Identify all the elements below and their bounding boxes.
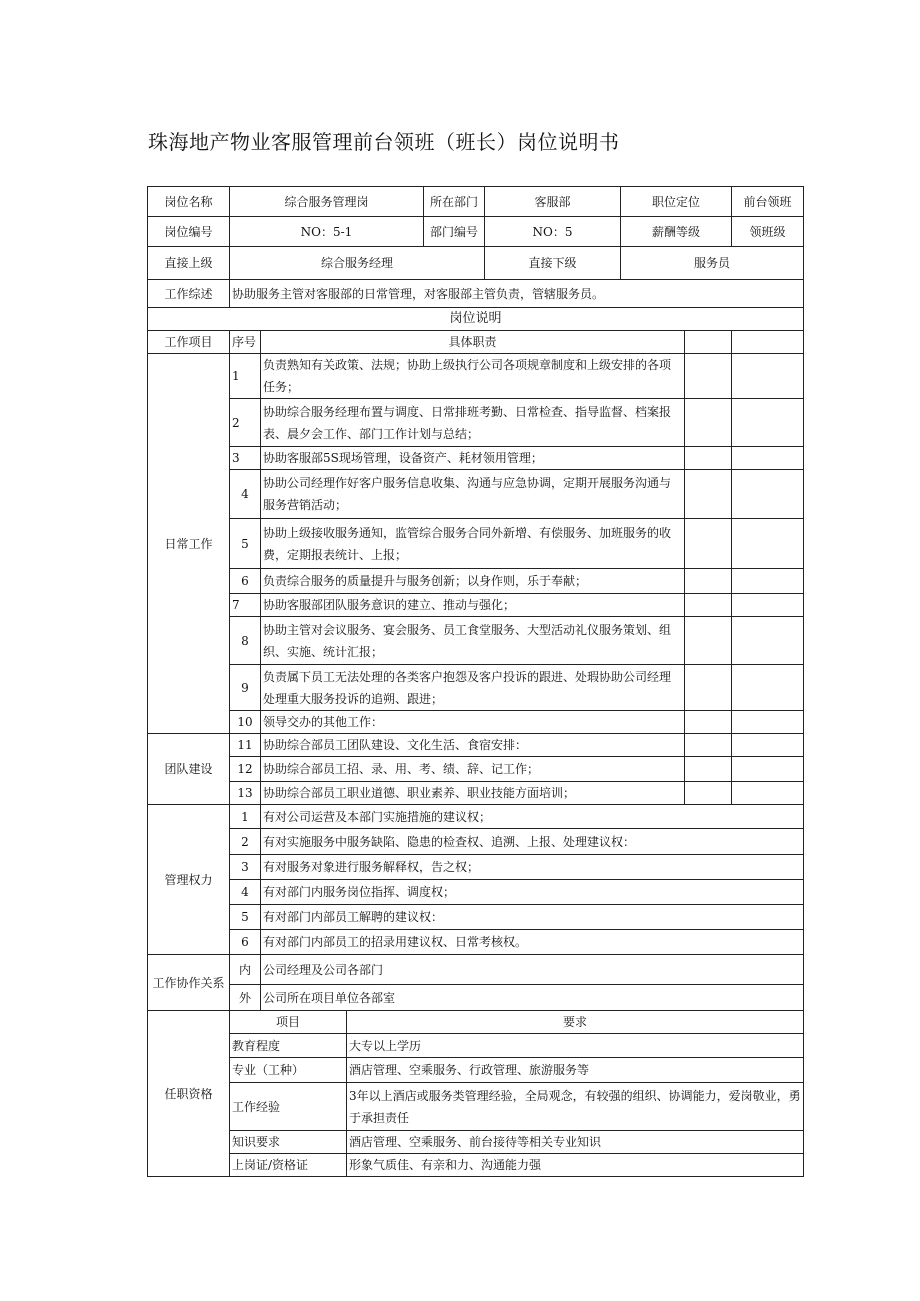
blank-cell	[685, 757, 732, 782]
blank-cell	[732, 665, 804, 711]
header-row-1	[148, 187, 804, 217]
authority-text: 有对公司运营及本部门实施措施的建议权；	[261, 805, 804, 829]
duty-text: 协助综合部员工招、录、用、考、绩、辞、记工作；	[261, 757, 685, 782]
table-row	[148, 1058, 804, 1083]
position-name-label: 岗位名称	[148, 187, 230, 217]
position-no-label: 岗位编号	[148, 217, 230, 247]
duty-text: 协助综合部员工团队建设、文化生活、食宿安排：	[261, 734, 685, 757]
blank-cell	[732, 399, 804, 447]
superior-value: 综合服务经理	[230, 247, 485, 280]
col-duty: 具体职责	[261, 331, 685, 354]
qual-item: 教育程度	[230, 1034, 347, 1058]
summary-row	[148, 280, 804, 308]
row-number: 9	[230, 665, 261, 711]
duty-text: 协助上级接收服务通知，监管综合服务合同外新增、有偿服务、加班服务的收费，定期报表统计、上报；	[261, 519, 685, 569]
row-number: 10	[230, 711, 261, 734]
header-row-2	[148, 217, 804, 247]
blank-cell	[685, 711, 732, 734]
qual-requirement: 酒店管理、空乘服务、行政管理、旅游服务等	[347, 1058, 804, 1083]
table-row	[148, 1083, 804, 1131]
authority-text: 有对部门内部员工的招录用建议权、日常考核权。	[261, 930, 804, 955]
department-no-value: NO：5	[485, 217, 621, 247]
job-description-table	[147, 186, 804, 1177]
qual-requirement: 酒店管理、空乘服务、前台接待等相关专业知识	[347, 1131, 804, 1154]
blank-cell	[732, 594, 804, 617]
section-title: 岗位说明	[148, 308, 804, 331]
blank-cell	[732, 711, 804, 734]
table-row	[148, 905, 804, 930]
position-no-value: NO：5-1	[230, 217, 424, 247]
role-position-value: 前台领班	[732, 187, 804, 217]
summary-label: 工作综述	[148, 280, 230, 308]
row-number: 11	[230, 734, 261, 757]
row-number: 5	[230, 905, 261, 930]
department-value: 客服部	[485, 187, 621, 217]
table-row	[148, 955, 804, 985]
row-number: 2	[230, 399, 261, 447]
blank-cell	[685, 519, 732, 569]
duty-text: 协助公司经理作好客户服务信息收集、沟通与应急协调，定期开展服务沟通与服务营销活动；	[261, 470, 685, 519]
salary-grade-label: 薪酬等级	[621, 217, 732, 247]
subordinate-value: 服务员	[621, 247, 804, 280]
row-number: 内	[230, 955, 261, 985]
blank-cell	[732, 757, 804, 782]
table-row	[148, 617, 804, 665]
blank-cell	[685, 617, 732, 665]
blank-cell	[732, 519, 804, 569]
qual-item: 工作经验	[230, 1083, 347, 1131]
row-number: 7	[230, 594, 261, 617]
duty-text: 协助客服部团队服务意识的建立、推动与强化；	[261, 594, 685, 617]
table-row	[148, 1011, 804, 1034]
table-row	[148, 354, 804, 399]
qual-requirement: 大专以上学历	[347, 1034, 804, 1058]
row-number: 5	[230, 519, 261, 569]
table-row	[148, 985, 804, 1011]
qual-item: 专业（工种）	[230, 1058, 347, 1083]
blank-cell	[732, 782, 804, 805]
blank-cell	[732, 447, 804, 470]
table-row	[148, 782, 804, 805]
row-number: 3	[230, 855, 261, 880]
column-header-row	[148, 331, 804, 354]
table-row	[148, 447, 804, 470]
table-row	[148, 470, 804, 519]
relations-text: 公司所在项目单位各部室	[261, 985, 804, 1011]
authority-text: 有对部门内服务岗位指挥、调度权；	[261, 880, 804, 905]
department-no-label: 部门编号	[424, 217, 485, 247]
duty-text: 协助客服部5S现场管理，设备资产、耗材领用管理；	[261, 447, 685, 470]
blank-cell	[732, 331, 804, 354]
duty-text: 协助主管对会议服务、宴会服务、员工食堂服务、大型活动礼仪服务策划、组织、实施、统计汇报；	[261, 617, 685, 665]
row-number: 1	[230, 805, 261, 829]
table-row	[148, 1131, 804, 1154]
qual-col-requirement: 要求	[347, 1011, 804, 1034]
authority-label: 管理权力	[148, 805, 230, 955]
table-row	[148, 519, 804, 569]
qual-item: 知识要求	[230, 1131, 347, 1154]
blank-cell	[685, 354, 732, 399]
department-label: 所在部门	[424, 187, 485, 217]
row-number: 2	[230, 829, 261, 855]
row-number: 6	[230, 930, 261, 955]
blank-cell	[732, 617, 804, 665]
table-row	[148, 805, 804, 829]
table-row	[148, 930, 804, 955]
row-number: 1	[230, 354, 261, 399]
superior-label: 直接上级	[148, 247, 230, 280]
blank-cell	[685, 782, 732, 805]
blank-cell	[685, 470, 732, 519]
duty-text: 协助综合服务经理布置与调度、日常排班考勤、日常检查、指导监督、档案报表、晨夕会工作、部门工作计划与总结；	[261, 399, 685, 447]
table-row	[148, 1154, 804, 1177]
daily-work-label: 日常工作	[148, 354, 230, 734]
duty-text: 协助综合部员工职业道德、职业素养、职业技能方面培训；	[261, 782, 685, 805]
row-number: 13	[230, 782, 261, 805]
blank-cell	[685, 569, 732, 594]
table-row	[148, 594, 804, 617]
row-number: 6	[230, 569, 261, 594]
duty-text: 负责综合服务的质量提升与服务创新；以身作则，乐于奉献；	[261, 569, 685, 594]
table-row	[148, 829, 804, 855]
table-row	[148, 880, 804, 905]
qual-item: 上岗证/资格证	[230, 1154, 347, 1177]
table-row	[148, 711, 804, 734]
row-number: 3	[230, 447, 261, 470]
row-number: 4	[230, 880, 261, 905]
blank-cell	[685, 734, 732, 757]
table-row	[148, 665, 804, 711]
blank-cell	[732, 354, 804, 399]
table-row	[148, 757, 804, 782]
qual-requirement: 形象气质佳、有亲和力、沟通能力强	[347, 1154, 804, 1177]
blank-cell	[685, 665, 732, 711]
summary-text: 协助服务主管对客服部的日常管理，对客服部主管负责，管辖服务员。	[230, 280, 804, 308]
relations-label: 工作协作关系	[148, 955, 230, 1011]
page-title: 珠海地产物业客服管理前台领班（班长）岗位说明书	[148, 130, 620, 154]
table-row	[148, 399, 804, 447]
blank-cell	[732, 569, 804, 594]
relations-text: 公司经理及公司各部门	[261, 955, 804, 985]
blank-cell	[685, 447, 732, 470]
team-building-label: 团队建设	[148, 734, 230, 805]
salary-grade-value: 领班级	[732, 217, 804, 247]
qualification-label: 任职资格	[148, 1011, 230, 1177]
blank-cell	[685, 594, 732, 617]
row-number: 8	[230, 617, 261, 665]
role-position-label: 职位定位	[621, 187, 732, 217]
col-number: 序号	[230, 331, 261, 354]
blank-cell	[732, 470, 804, 519]
qual-col-item: 项目	[230, 1011, 347, 1034]
subordinate-label: 直接下级	[485, 247, 621, 280]
authority-text: 有对部门内部员工解聘的建议权：	[261, 905, 804, 930]
row-number: 外	[230, 985, 261, 1011]
col-work-item: 工作项目	[148, 331, 230, 354]
position-name-value: 综合服务管理岗	[230, 187, 424, 217]
duty-text: 领导交办的其他工作：	[261, 711, 685, 734]
table-row	[148, 1034, 804, 1058]
blank-cell	[685, 399, 732, 447]
duty-text: 负责属下员工无法处理的各类客户抱怨及客户投诉的跟进、处瑕协助公司经理处理重大服务投诉的追朔、跟进；	[261, 665, 685, 711]
section-title-row	[148, 308, 804, 331]
duty-text: 负责熟知有关政策、法规；协助上级执行公司各项规章制度和上级安排的各项任务；	[261, 354, 685, 399]
qual-requirement: 3年以上酒店或服务类管理经验，全局观念，有较强的组织、协调能力，爱岗敬业，勇于承担责任	[347, 1083, 804, 1131]
blank-cell	[685, 331, 732, 354]
table-row	[148, 569, 804, 594]
row-number: 4	[230, 470, 261, 519]
authority-text: 有对实施服务中服务缺陷、隐患的检查权、追溯、上报、处理建议权：	[261, 829, 804, 855]
table-row	[148, 734, 804, 757]
authority-text: 有对服务对象进行服务解释权，告之权；	[261, 855, 804, 880]
table-row	[148, 855, 804, 880]
blank-cell	[732, 734, 804, 757]
header-row-3	[148, 247, 804, 280]
row-number: 12	[230, 757, 261, 782]
